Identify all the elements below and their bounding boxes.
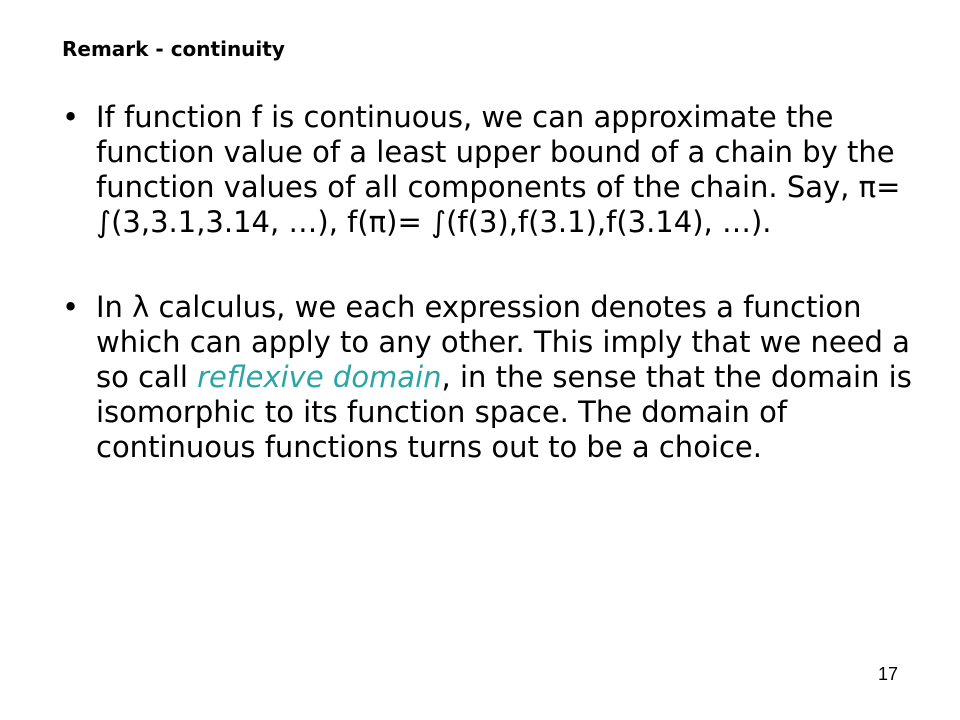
bullet-item-continuity xyxy=(62,100,922,240)
slide-title: Remark - continuity xyxy=(62,37,285,61)
bullet-item-lambda-calculus xyxy=(62,290,922,465)
bullet-icon: • xyxy=(62,100,80,134)
emphasis-term: reflexive domain xyxy=(197,360,442,394)
bullet-text: If function f is continuous, we can approximate the function value of a least upper bound of a chain by the function values of all components of the chain. Say, π= ∫(3,3.1,3.14, …), f(π)= ∫(f(3),f(3.1),f(3.14), …). xyxy=(96,100,901,239)
bullet-text-before: In λ calculus, we each expression denotes a function which can apply to any other. This imply that we need a so call xyxy=(96,290,910,394)
bullet-text-after: , in the sense that the domain is isomorphic to its function space. The domain of continuous functions turns out to be a choice. xyxy=(96,360,912,464)
bullet-icon: • xyxy=(62,290,80,324)
page-number: 17 xyxy=(877,664,898,684)
bullet-list xyxy=(62,100,922,465)
